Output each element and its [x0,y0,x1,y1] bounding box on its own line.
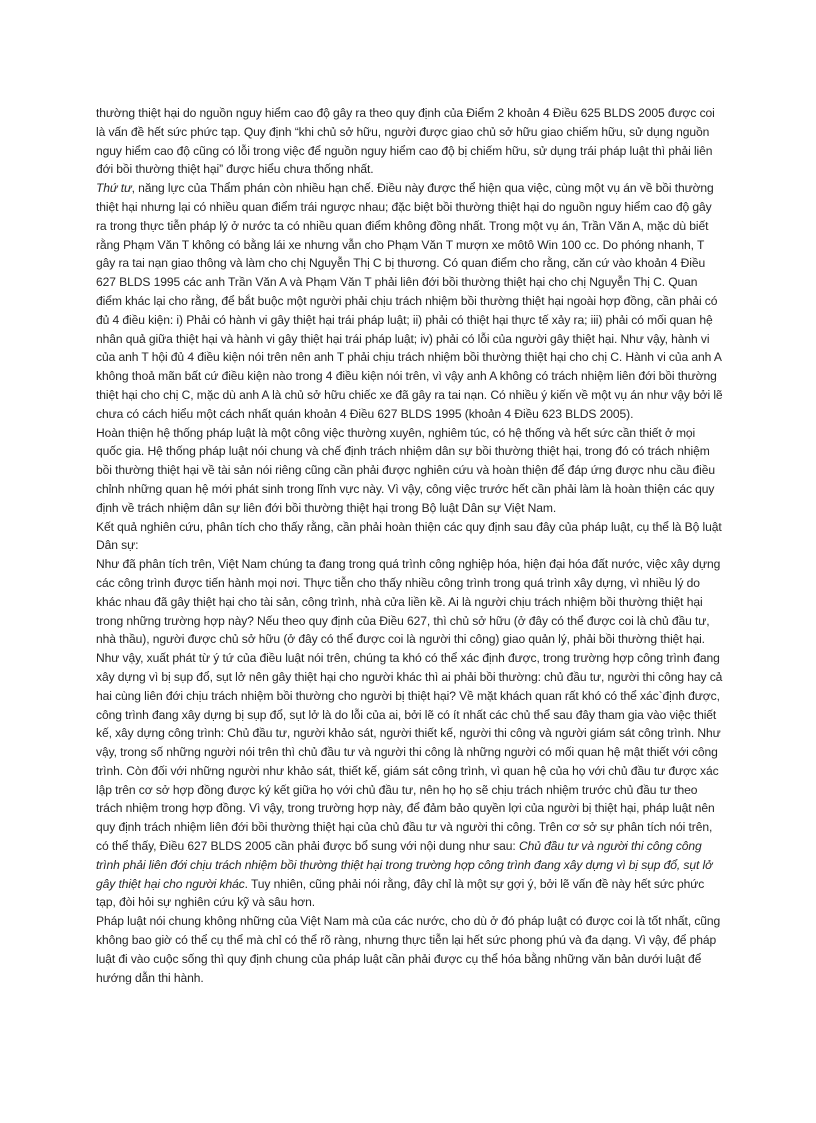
paragraph-4 [96,518,724,556]
paragraph-6 [96,912,724,987]
paragraph-2 [96,179,724,423]
paragraph-5-proposal: Chủ đầu tư và người thi công công trình phải liên đới chịu trách nhiệm bồi thường thiệt hại trong trường hợp công trình đang xây dựng vì bị sụp đổ, sụt lở gây thiệt hại cho người khác [96,839,713,891]
paragraph-2-text: , năng lực của Thẩm phán còn nhiều hạn chế. Điều này được thể hiện qua việc, cùng một vụ án về bồi thường thiệt hại nhưng lại có nhiều quan điểm trái ngược nhau; đặc biệt bồi thường thiệt hại do nguồn nguy hiểm cao độ gây ra trong thực tiễn pháp lý ở nước ta có nhiều quan điểm không đồng nhất. Trong một vụ án, Trần Văn A, mặc dù biết rằng Phạm Văn T không có bằng lái xe nhưng vẫn cho Phạm Văn T mượn xe môtô Win 100 cc. Do phóng nhanh, T gây ra tai nạn giao thông và làm cho chị Nguyễn Thị C bị thương. Có quan điểm cho rằng, căn cứ vào khoản 4 Điều 627 BLDS 1995 các anh Trần Văn A và Phạm Văn T phải liên đới bồi thường thiệt hại cho chị Nguyễn Thị C. Quan điểm khác lại cho rằng, để bắt buộc một người phải chịu trách nhiệm bồi thường thiệt hại ngoài hợp đồng, cần phải có đủ 4 điều kiện: i) Phải có hành vi gây thiệt hại trái pháp luật; ii) phải có thiệt hại thực tế xảy ra; iii) phải có mối quan hệ nhân quả giữa thiệt hại và hành vi gây thiệt hại trái pháp luật; iv) phải có lỗi của người gây thiệt hại. Như vậy, hành vi của anh T hội đủ 4 điều kiện nói trên nên anh T phải chịu trách nhiệm bồi thường thiệt hại cho chị C. Hành vi của anh A không thoả mãn bất cứ điều kiện nào trong 4 điều kiện nói trên, vì vậy anh A không có trách nhiệm liên đới bồi thường thiệt hại cho chị C, mặc dù anh A là chủ sở hữu chiếc xe đã gây ra tai nạn. Có nhiều ý kiến về một vụ án như vậy bởi lẽ chưa có cách hiểu một cách nhất quán khoản 4 Điều 627 BLDS 1995 (khoản 4 Điều 623 BLDS 2005). [96,181,723,421]
paragraph-1 [96,104,724,179]
paragraph-2-lead: Thứ tư [96,181,132,196]
paragraph-3-text: Hoàn thiện hệ thống pháp luật là một công việc thường xuyên, nghiêm túc, có hệ thống và hết sức cần thiết ở mọi quốc gia. Hệ thống pháp luật nói chung và chế định trách nhiệm dân sự bồi thường thiệt hại, trong đó có trách nhiệm bồi thường thiệt hại về tài sản nói riêng cũng cần phải được nghiên cứu và hoàn thiện để đáp ứng được nhu cầu điều chỉnh những quan hệ mới phát sinh trong lĩnh vực này. Vì vậy, công việc trước hết cần phải làm là hoàn thiện các quy định về trách nhiệm dân sự liên đới bồi thường thiệt hại trong Bộ luật Dân sự Việt Nam. [96,425,716,515]
document-body [96,104,724,987]
paragraph-3 [96,424,724,518]
paragraph-1-text: thường thiệt hại do nguồn nguy hiểm cao độ gây ra theo quy định của Điểm 2 khoản 4 Điều 625 BLDS 2005 được coi là vấn đề hết sức phức tạp. Quy định “khi chủ sở hữu, người được giao chủ sở hữu giao chiếm hữu, sử dụng nguồn nguy hiểm cao độ cũng có lỗi trong việc để nguồn nguy hiểm cao độ bị chiếm hữu, sử dụng trái pháp luật thì phải liên đới bồi thường thiệt hại” được hiểu chưa thống nhất. [96,106,715,177]
paragraph-6-text: Pháp luật nói chung không những của Việt Nam mà của các nước, cho dù ở đó pháp luật có được coi là tốt nhất, cũng không bao giờ có thể cụ thể mà chỉ có thể rõ ràng, nhưng thực tiễn lại hết sức phong phú và đa dạng. Vì vậy, để pháp luật đi vào cuộc sống thì quy định chung của pháp luật cần phải được cụ thể hóa bằng những văn bản dưới luật để hướng dẫn thi hành. [96,914,721,985]
paragraph-5-tail: . Tuy nhiên, cũng phải nói rằng, đây chỉ là một sự gợi ý, bởi lẽ vấn đề này hết sức phức tạp, đòi hỏi sự nghiên cứu kỹ và sâu hơn. [96,876,705,910]
paragraph-5 [96,555,724,912]
paragraph-5-text: Như đã phân tích trên, Việt Nam chúng ta đang trong quá trình công nghiệp hóa, hiện đại hóa đất nước, việc xây dựng các công trình được tiến hành mọi nơi. Thực tiễn cho thấy nhiều công trình trong quá trình xây dựng, vì nhiều lý do khác nhau đã gây thiệt hại cho tài sản, công trình, nhà cửa liền kề. Ai là người chịu trách nhiệm bồi thường thiệt hại trong những trường hợp này? Nếu theo quy định của Điều 627, thì chủ sở hữu (ở đây có thể được coi là chủ đầu tư, nhà thầu), người được chủ sở hữu (ở đây có thể được coi là người thi công) giao quản lý, phải bồi thường thiệt hại. Như vậy, xuất phát từ ý tứ của điều luật nói trên, chúng ta khó có thể xác định được, trong trường hợp công trình đang xây dựng vì bị sụp đổ, sụt lở nên gây thiệt hại cho người khác thì ai phải bồi thường: chủ đầu tư, người thi công hay cả hai cùng liên đới chịu trách nhiệm bồi thường cho người bị thiệt hại? Về mặt khách quan rất khó có thể xác`định được, công trình đang xây dựng bị sụp đổ, sụt lở là do lỗi của ai, bởi lẽ có ít nhất các chủ thể sau đây tham gia vào việc thiết kế, xây dựng công trình: Chủ đầu tư, người khảo sát, người thiết kế, người thi công và người giám sát công trình. Như vậy, trong số những người nói trên thì chủ đầu tư và người thi công là những người có mối quan hệ mật thiết với công trình. Còn đối với những người như khảo sát, thiết kế, giám sát công trình, vì quan hệ của họ với chủ đầu tư được xác lập trên cơ sở hợp đồng được ký kết giữa họ với chủ đầu tư, nên họ họ sẽ chịu trách nhiệm trước chủ đầu tư theo trách nhiệm trong hợp đồng. Vì vậy, trong trường hợp này, để đảm bảo quyền lợi của người bị thiệt hại, pháp luật nên quy định trách nhiệm liên đới bồi thường thiệt hại của chủ đầu tư và người thi công. Trên cơ sở sự phân tích nói trên, có thể thấy, Điều 627 BLDS 2005 cần phải được bổ sung với nội dung như sau: [96,557,723,854]
paragraph-4-text: Kết quả nghiên cứu, phân tích cho thấy rằng, cần phải hoàn thiện các quy định sau đây của pháp luật, cụ thể là Bộ luật Dân sự: [96,519,722,553]
